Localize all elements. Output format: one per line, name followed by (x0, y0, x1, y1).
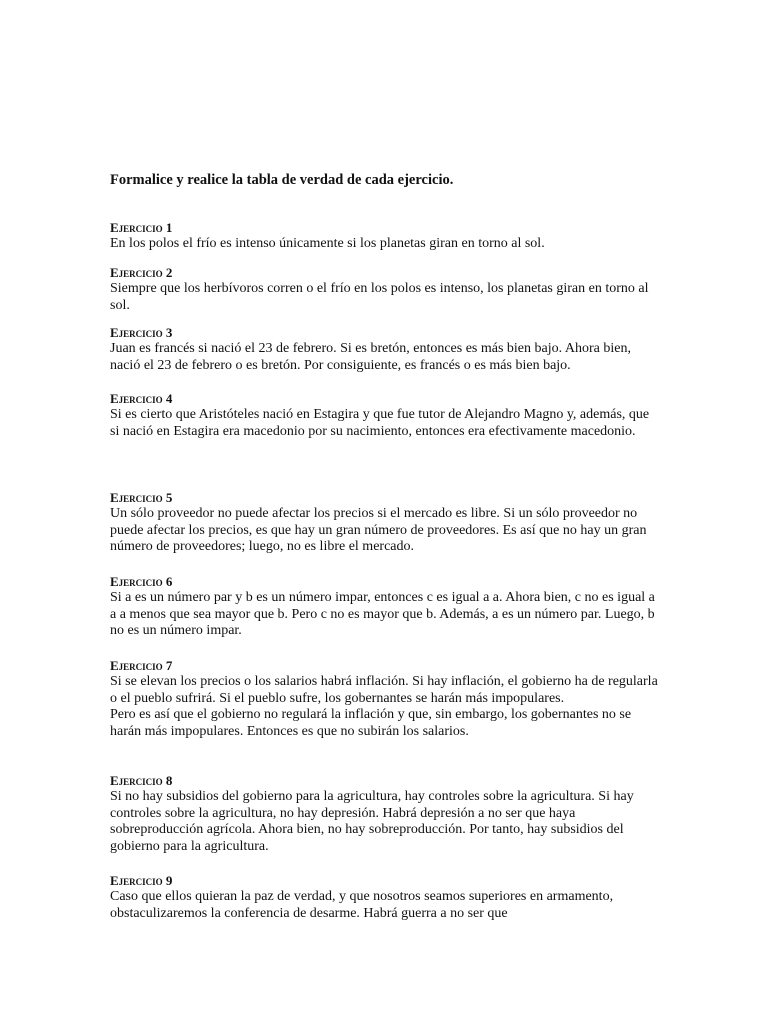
exercise-heading: Ejercicio 8 (110, 773, 173, 788)
exercise-7 (110, 658, 658, 740)
exercise-5 (110, 490, 658, 556)
exercise-heading: Ejercicio 3 (110, 325, 173, 340)
instruction-heading: Formalice y realice la tabla de verdad de cada ejercicio. (110, 172, 454, 188)
exercise-paragraph: Pero es así que el gobierno no regulará la inflación y que, sin embargo, los gobernantes no se harán más impopulares. Entonces es que no subirán los salarios. (110, 707, 632, 739)
exercise-heading: Ejercicio 5 (110, 490, 173, 505)
exercise-paragraph: Si a es un número par y b es un número impar, entonces c es igual a a. Ahora bien, c no es igual a a a menos que sea mayor que b. Pero c no es mayor que b. Además, a es un número par. Luego, b no es un número impar. (110, 590, 655, 639)
exercise-8 (110, 773, 658, 855)
exercise-1 (110, 220, 658, 253)
exercise-heading: Ejercicio 6 (110, 574, 173, 589)
exercise-heading: Ejercicio 9 (110, 873, 173, 888)
exercise-text (110, 674, 658, 740)
exercise-4 (110, 391, 658, 440)
exercise-text (110, 407, 658, 440)
exercise-9 (110, 873, 658, 922)
exercise-6 (110, 574, 658, 640)
exercise-heading: Ejercicio 7 (110, 658, 173, 673)
exercise-text (110, 889, 658, 922)
exercise-2 (110, 265, 658, 314)
exercise-text (110, 281, 658, 314)
exercise-heading: Ejercicio 2 (110, 265, 173, 280)
exercise-text (110, 341, 658, 374)
exercise-3 (110, 325, 658, 374)
exercise-text (110, 506, 658, 556)
exercise-text (110, 236, 658, 253)
exercise-paragraph: Un sólo proveedor no puede afectar los precios si el mercado es libre. Si un sólo proveedor no puede afectar los precios, es que hay un gran número de proveedores. Es así que no hay un gran número de proveedores; luego, no es libre el mercado. (110, 506, 647, 555)
exercise-heading: Ejercicio 1 (110, 220, 173, 235)
exercise-heading: Ejercicio 4 (110, 391, 173, 406)
exercise-paragraph: Caso que ellos quieran la paz de verdad, y que nosotros seamos superiores en armamento, obstaculizaremos la conferencia de desarme. Habrá guerra a no ser que (110, 889, 614, 921)
exercise-paragraph: En los polos el frío es intenso únicamente si los planetas giran en torno al sol. (110, 236, 545, 251)
exercise-paragraph: Si es cierto que Aristóteles nació en Estagira y que fue tutor de Alejandro Magno y, además, que si nació en Estagira era macedonio por su nacimiento, entonces era efectivamente macedonio. (110, 407, 650, 439)
exercise-text (110, 789, 658, 855)
exercise-paragraph: Siempre que los herbívoros corren o el frío en los polos es intenso, los planetas giran en torno al sol. (110, 281, 649, 313)
exercise-paragraph: Si no hay subsidios del gobierno para la agricultura, hay controles sobre la agricultura. Si hay controles sobre la agricultura, no hay depresión. Habrá depresión a no ser que haya sobreproducción agrícola. Ahora bien, no hay sobreproducción. Por tanto, hay subsidios del gobierno para la agricultura. (110, 789, 634, 854)
exercise-paragraph: Si se elevan los precios o los salarios habrá inflación. Si hay inflación, el gobierno ha de regularla o el pueblo sufrirá. Si el pueblo sufre, los gobernantes se harán más impopulares. (110, 674, 658, 706)
exercise-paragraph: Juan es francés si nació el 23 de febrero. Si es bretón, entonces es más bien bajo. Ahora bien, nació el 23 de febrero o es bretón. Por consiguiente, es francés o es más bien bajo. (110, 341, 631, 373)
exercise-text (110, 590, 658, 640)
